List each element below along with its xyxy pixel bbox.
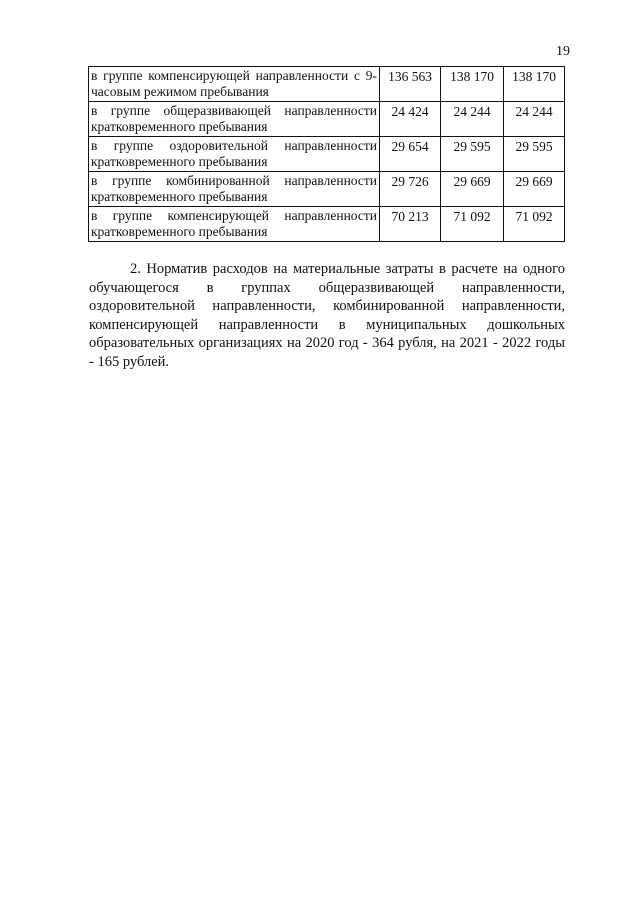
table-row: [89, 207, 565, 242]
row-label: в группе оздоровительной направленности кратковременного пребывания: [89, 137, 380, 172]
table-row: [89, 67, 565, 102]
value-2020: 70 213: [380, 207, 441, 242]
value-2022: 71 092: [504, 207, 565, 242]
value-2021: 71 092: [441, 207, 504, 242]
row-label: в группе общеразвивающей направленности кратковременного пребывания: [89, 102, 380, 137]
norms-table: [88, 66, 565, 242]
row-label: в группе компенсирующей направленности кратковременного пребывания: [89, 207, 380, 242]
value-2021: 138 170: [441, 67, 504, 102]
table-row: [89, 137, 565, 172]
value-2021: 29 669: [441, 172, 504, 207]
value-2020: 24 424: [380, 102, 441, 137]
value-2021: 29 595: [441, 137, 504, 172]
value-2020: 136 563: [380, 67, 441, 102]
row-label: в группе компенсирующей направленности с 9-часовым режимом пребывания: [89, 67, 380, 102]
value-2022: 24 244: [504, 102, 565, 137]
value-2022: 29 669: [504, 172, 565, 207]
value-2022: 29 595: [504, 137, 565, 172]
row-label: в группе комбинированной направленности кратковременного пребывания: [89, 172, 380, 207]
table-row: [89, 172, 565, 207]
page-number: 19: [556, 44, 570, 59]
value-2020: 29 726: [380, 172, 441, 207]
value-2022: 138 170: [504, 67, 565, 102]
expense-norm-paragraph: 2. Норматив расходов на материальные затраты в расчете на одного обучающегося в группах общеразвивающей направленности, оздоровительной направленности, комбинированной направленности, компенсирующей направленности в муниципальных дошкольных образовательных организациях на 2020 год - 364 рубля, на 2021 - 2022 годы - 165 рублей.: [89, 261, 565, 370]
table-row: [89, 102, 565, 137]
value-2021: 24 244: [441, 102, 504, 137]
value-2020: 29 654: [380, 137, 441, 172]
